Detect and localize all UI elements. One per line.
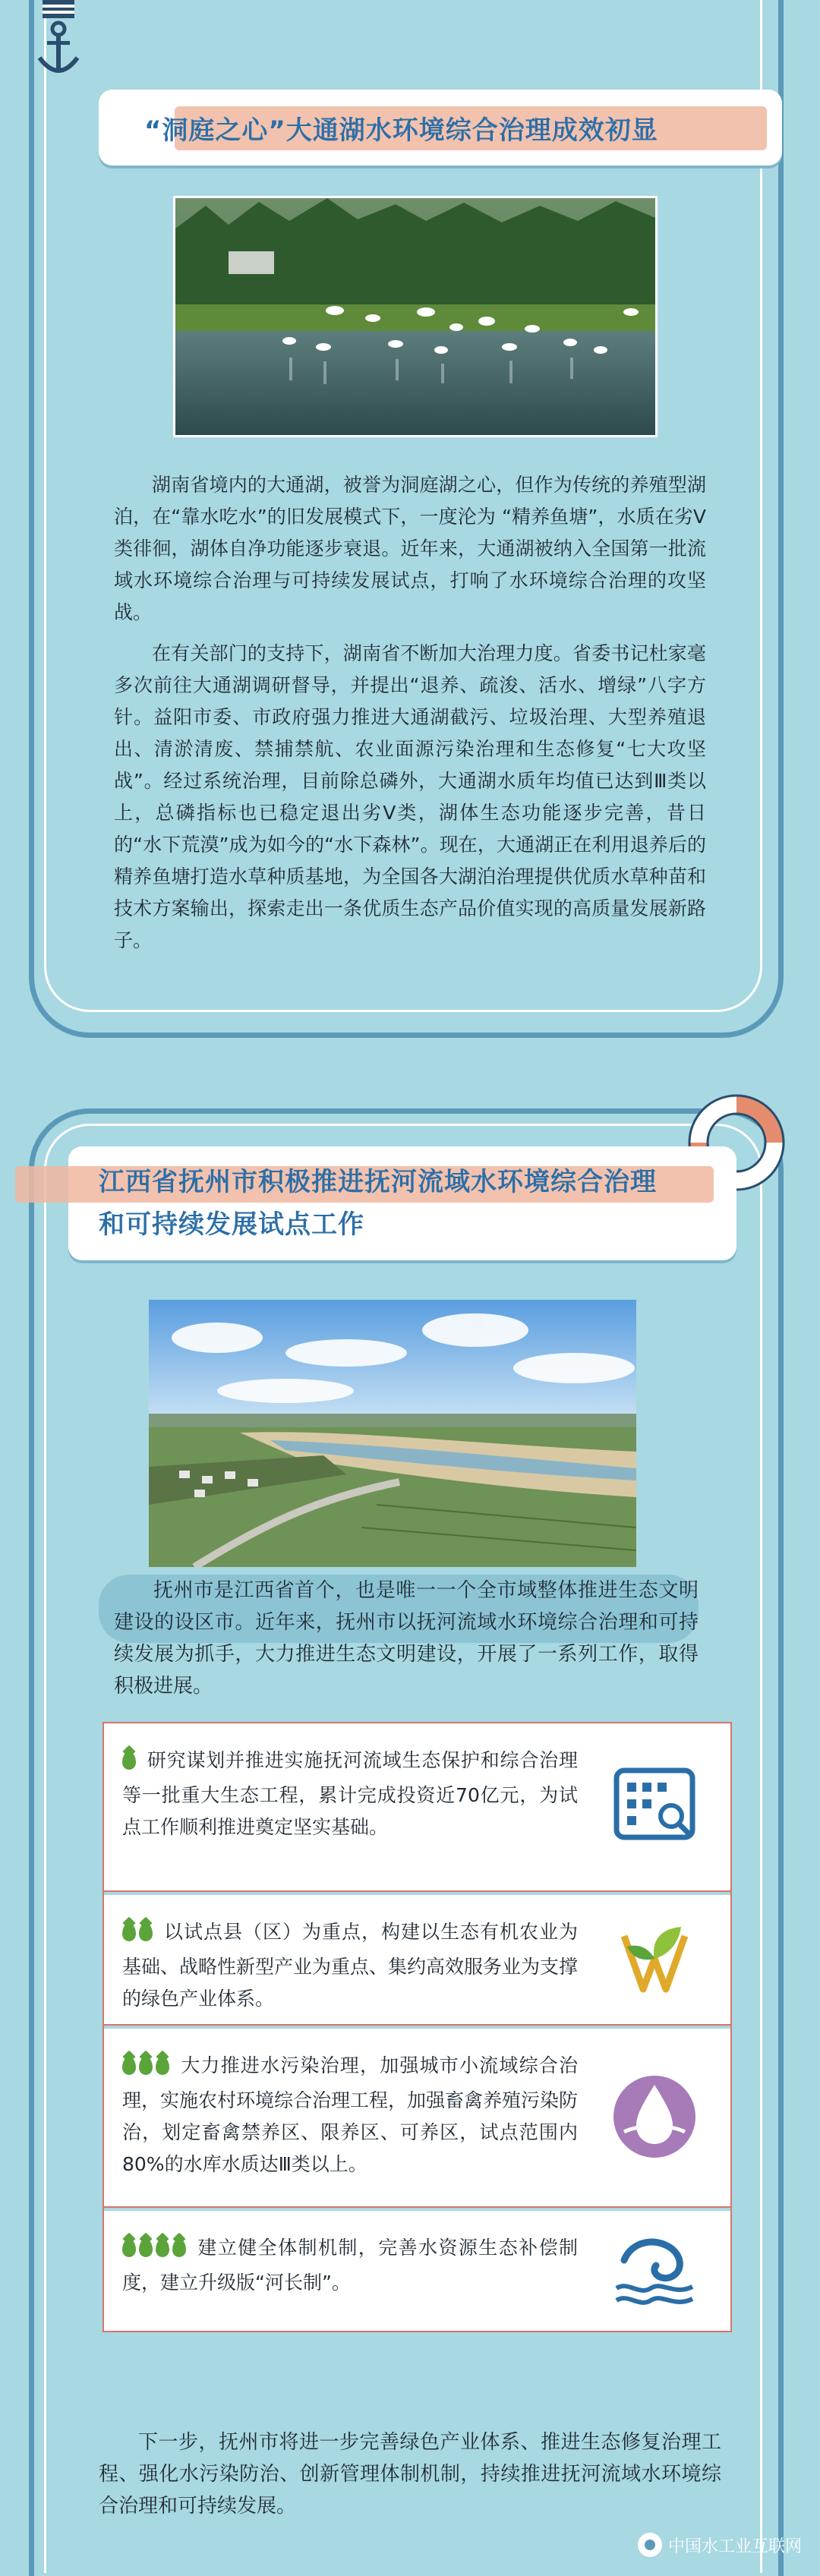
sprout-icon [609,1913,700,2004]
item-text-wrap [122,1916,578,2015]
list-item [104,1723,730,1892]
wechat-logo-icon [638,2533,662,2557]
drop-icons [122,2235,189,2267]
drop-icon [122,1923,136,1941]
section1-paragraph-2: 在有关部门的支持下，湖南省不断加大治理力度。省委书记杜家毫多次前往大通湖调研督导，并提出“退养、疏浚、活水、增绿”八字方针。益阳市委、市政府强力推进大通湖截污、垃圾治理、大型养殖退出、清淤清废、禁捕禁航、农业面源污染治理和生态修复“七大攻坚战”。经过系统治理，目前除总磷外，大通湖水质年均值已达到Ⅲ类以上，总磷指标也已稳定退出劣Ⅴ类，湖体生态功能逐步完善，昔日的“水下荒漠”成为如今的“水下森林”。现在，大通湖正在利用退养后的精养鱼塘打造水草种质基地，为全国各大湖泊治理提供优质水草种苗和技术方案输出，探索走出一条优质生态产品价值实现的高质量发展新路子。 [114,642,706,951]
item-text-wrap [122,2050,578,2180]
drop-icons [122,1919,156,1951]
section1-body [114,469,706,966]
section2-title-line2: 和可持续发展试点工作 [99,1209,364,1240]
item-text: 以试点县（区）为重点，构建以生态有机农业为基础、战略性新型产业为重点、集约高效服务业为支撑的绿色产业体系。 [122,1921,579,2010]
section1-paragraph-1: 湖南省境内的大通湖，被誉为洞庭湖之心，但作为传统的养殖型湖泊，在“靠水吃水”的旧发展模式下，一度沦为 “精养鱼塘”，水质在劣Ⅴ类徘徊，湖体自净功能逐步衰退。近年来，大通湖被纳入全国第一批流域水环境综合治理与可持续发展试点，打响了水环境综合治理的攻坚战。 [114,474,706,623]
section2-title-line1: 江西省抚州市积极推进抚河流域水环境综合治理 [99,1167,657,1197]
lake-egrets-photo [173,196,658,437]
drop-icons [122,1748,139,1780]
item-text: 建立健全体制机制，完善水资源生态补偿制度，建立升级版“河长制”。 [122,2237,578,2294]
list-item [104,2029,730,2208]
watermark-text: 中国水工业互联网 [667,2537,802,2556]
item-text-wrap [122,2232,578,2299]
drop-icon [139,2239,153,2257]
water-drop-circle-icon [609,2071,700,2162]
section1-title: “洞庭之心”大通湖水环境综合治理成效初显 [144,115,658,146]
item-text: 研究谋划并推进实施抚河流域生态保护和综合治理等一批重大生态工程，累计完成投资近70亿元，为试点工作顺利推进奠定坚实基础。 [122,1749,578,1838]
drop-icon [156,2239,169,2257]
section2-outro: 下一步，抚州市将进一步完善绿色产业体系、推进生态修复治理工程、强化水污染防治、创新管理体制机制，持续推进抚河流域水环境综合治理和可持续发展。 [99,2431,721,2518]
item-text-wrap [122,1745,578,1843]
anchor-icon [32,0,85,84]
drop-icon [172,2239,186,2257]
drop-icon [156,2057,169,2075]
watermark [638,2533,802,2557]
section2-title [68,1161,687,1246]
drop-icons [122,2053,172,2085]
drop-icon [122,2239,136,2257]
section2-intro: 抚州市是江西省首个，也是唯一一个全市域整体推进生态文明建设的设区市。近年来，抚州市以抚河流域水环境综合治理和可持续发展为抓手，大力推进生态文明建设，开展了一系列工作，取得积极进展。 [114,1579,699,1698]
list-item [104,1895,730,2026]
planning-panel-icon [609,1761,700,1852]
list-item [104,2211,730,2331]
item-text: 大力推进水污染治理，加强城市小流域综合治理，实施农村环境综合治理工程，加强畜禽养殖污染防治，划定畜禽禁养区、限养区、可养区，试点范围内80%的水库水质达Ⅲ类以上。 [122,2054,579,2175]
achievements-list [102,1722,732,2332]
drop-icon [139,2057,153,2075]
drop-icon [139,1923,153,1941]
drop-icon [122,2057,136,2075]
section1-title-banner [99,90,782,166]
water-wave-icon [609,2226,700,2317]
river-landscape-photo [149,1300,636,1567]
drop-icon [122,1751,136,1770]
section2-title-banner [68,1146,736,1260]
